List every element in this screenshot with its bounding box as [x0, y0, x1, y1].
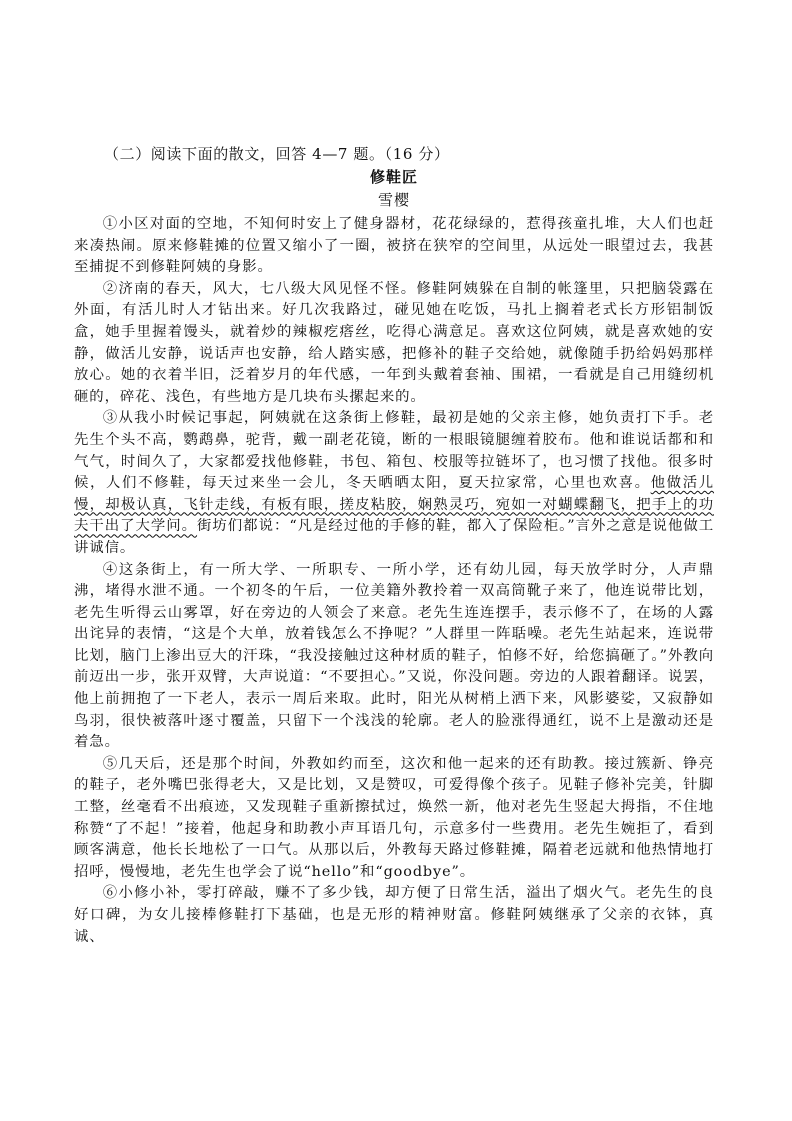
- paragraph-3: [74, 408, 714, 559]
- paragraph-6: ⑥小修小补，零打碎敲，赚不了多少钱，却方便了日常生活，溢出了烟火气。老先生的良好口碑，为女儿接棒修鞋打下基础，也是无形的精神财富。修鞋阿姨继承了父亲的衣钵，真诚、: [74, 885, 714, 945]
- section-heading: （二）阅读下面的散文，回答 4—7 题。（16 分）: [104, 145, 450, 163]
- paragraph-4: ④这条街上，有一所大学、一所职专、一所小学，还有幼儿园，每天放学时分，人声鼎沸，堵得水泄不通。一个初冬的午后，一位美籍外教拎着一双高筒靴子来了，他连说带比划，老先生听得云山雾罩，好在旁边的人领会了来意。老先生连连摆手，表示修不了，在场的人露出诧异的表情，“这是个大单，放着钱怎么不挣呢？”人群里一阵聒噪。老先生站起来，连说带比划，脑门上渗出豆大的汗珠，“我没接触过这种材质的鞋子，怕修不好，给您搞砸了。”外教向前迈出一步，张开双臂，大声说道：“不要担心。”又说，你没问题。旁边的人跟着翻译。说罢，他上前拥抱了一下老人，表示一周后来取。此时，阳光从树梢上洒下来，风影婆娑，又寂静如鸟羽，很快被落叶逐寸覆盖，只留下一个浅浅的轮廓。老人的脸涨得通红，说不上是激动还是着急。: [74, 561, 714, 751]
- paragraph-5: ⑤几天后，还是那个时间，外教如约而至，这次和他一起来的还有助教。接过簇新、铮亮的鞋子，老外嘴巴张得老大，又是比划，又是赞叹，可爱得像个孩子。见鞋子修补完美，针脚工整，丝毫看不出痕迹，又发现鞋子重新擦拭过，焕然一新，他对老先生竖起大拇指，不住地称赞“了不起！”接着，他起身和助教小声耳语几句，示意多付一些费用。老先生婉拒了，看到顾客满意，他长长地松了一口气。从那以后，外教每天路过修鞋摊，隔着老远就和他热情地打招呼，慢慢地，老先生也学会了说“hello”和“goodbye”。: [74, 755, 714, 880]
- paragraph-1: ①小区对面的空地，不知何时安上了健身器材，花花绿绿的，惹得孩童扎堆，大人们也赶来凑热闹。原来修鞋摊的位置又缩小了一圈，被挤在狭窄的空间里，从远处一眼望过去，我甚至捕捉不到修鞋阿姨的身影。: [74, 216, 714, 276]
- essay-author: 雪樱: [377, 191, 410, 209]
- paragraph-2: ②济南的春天，风大，七八级大风见怪不怪。修鞋阿姨躲在自制的帐篷里，只把脑袋露在外面，有活儿时人才钻出来。好几次我路过，碰见她在吃饭，马扎上搁着老式长方形铝制饭盒，她手里握着馒头，就着炒的辣椒疙瘩丝，吃得心满意足。喜欢这位阿姨，就是喜欢她的安静，做活儿安静，说话声也安静，给人踏实感，把修补的鞋子交给她，就像随手扔给妈妈那样放心。她的衣着半旧，泛着岁月的年代感，一年到头戴着套袖、围裙，一看就是自己用缝纫机砸的，碎花、浅色，有些地方是几块布头摞起来的。: [74, 280, 714, 405]
- essay-title: 修鞋匠: [369, 168, 418, 186]
- underlined-sentence: 他做活儿慢，却极认真，飞针走线，有板有眼，搓皮粘胶，娴熟灵巧，宛如一对蝴蝶翻飞，把手上的功夫干出了大学问。: [74, 475, 715, 535]
- document-page: [74, 143, 714, 948]
- paragraph-3-text-after: 街坊们都说：“凡是经过他的手修的鞋，都入了保险柜。”言外之意是说他做工讲诚信。: [74, 518, 714, 556]
- paragraph-3-text-before: ③从我小时候记事起，阿姨就在这条街上修鞋，最初是她的父亲主修，她负责打下手。老先生个头不高，鹦鹉鼻，驼背，戴一副老花镜，断的一根眼镜腿缠着胶布。他和谁说话都和和气气，时间久了，大家都爱找他修鞋，书包、箱包、校服等拉链坏了，也习惯了找他。很多时候，人们不修鞋，每天过来坐一会儿，冬天晒晒太阳，夏天拉家常，心里也欢喜。: [74, 410, 714, 492]
